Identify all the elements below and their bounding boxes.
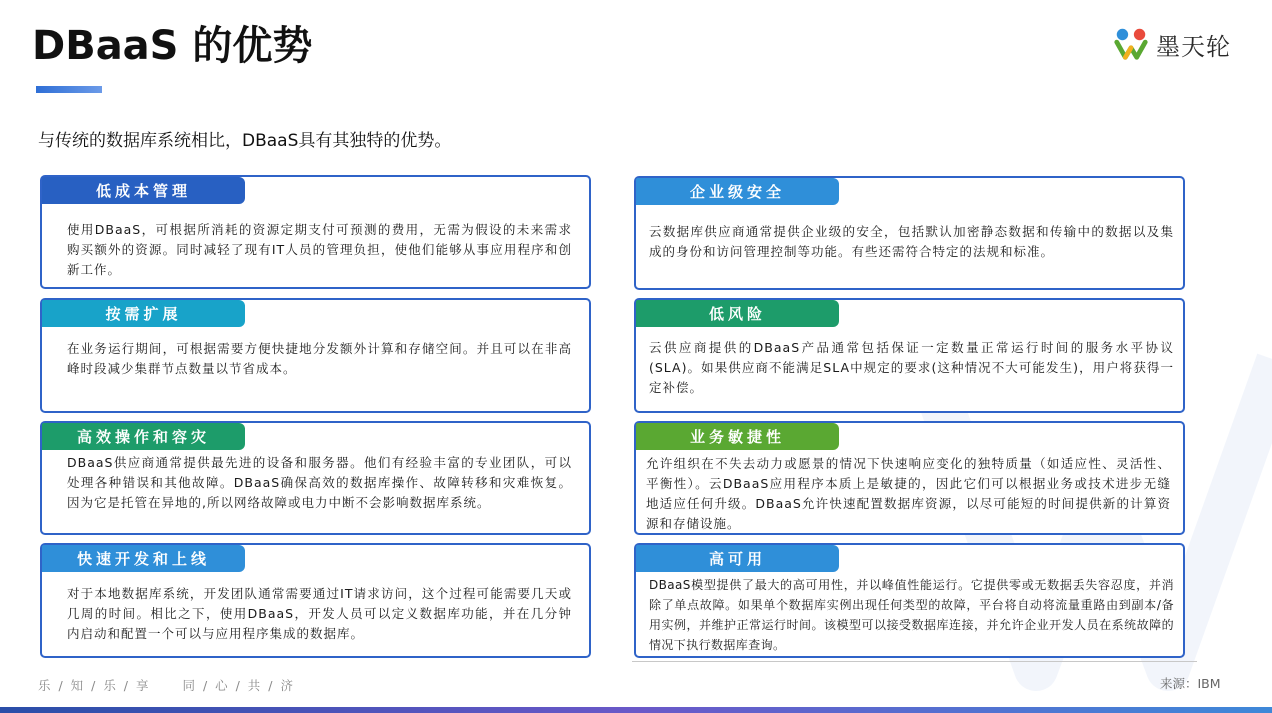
card-title: 高效操作和容灾 — [42, 423, 245, 450]
card-title: 按需扩展 — [42, 300, 245, 327]
card-title: 快速开发和上线 — [42, 545, 245, 572]
card-text: 使用DBaaS，可根据所消耗的资源定期支付可预测的费用，无需为假设的未来需求购买额外的资源。同时减轻了现有IT人员的管理负担，使他们能够从事应用程序和创新工作。 — [67, 222, 572, 277]
footer-slogan-2: 同 / 心 / 共 / 济 — [182, 678, 295, 693]
card-text: 云供应商提供的DBaaS产品通常包括保证一定数量正常运行时间的服务水平协议(SLA)。如果供应商不能满足SLA中规定的要求(这种情况不大可能发生)，用户将获得一定补偿。 — [649, 340, 1174, 395]
card-text: DBaaS供应商通常提供最先进的设备和服务器。他们有经验丰富的专业团队，可以处理各种错误和其他故障。DBaaS确保高效的数据库操作、故障转移和灾难恢复。因为它是托管在异地的,所以网络故障或电力中断不会影响数据库系统。 — [67, 455, 572, 510]
card-business-agility — [634, 421, 1185, 535]
card-rapid-development — [40, 543, 591, 658]
logo-text: 墨天轮 — [1156, 32, 1231, 61]
card-text: 云数据库供应商通常提供企业级的安全，包括默认加密静态数据和传输中的数据以及集成的身份和访问管理控制等功能。有些还需符合特定的法规和标准。 — [649, 224, 1174, 259]
card-title: 低成本管理 — [42, 177, 245, 204]
card-on-demand-scaling — [40, 298, 591, 413]
card-text: 允许组织在不失去动力或愿景的情况下快速响应变化的独特质量（如适应性、灵活性、平衡性）。云DBaaS应用程序本质上是敏捷的，因此它们可以根据业务或技术进步无缝地适应任何升级。DBaaS允许快速配置数据库资源，以尽可能短的时间提供新的计算资源和存储设施。 — [646, 456, 1171, 531]
card-low-cost-management — [40, 175, 591, 289]
card-enterprise-security — [634, 176, 1185, 290]
card-title: 高可用 — [636, 545, 839, 572]
page-title: DBaaS 的优势 — [32, 23, 313, 69]
card-low-risk — [634, 298, 1185, 413]
footer-slogan-1: 乐 / 知 / 乐 / 享 — [38, 678, 151, 693]
card-high-availability — [634, 543, 1185, 658]
footer-divider — [632, 661, 1197, 662]
brand-logo — [1112, 24, 1231, 64]
card-title: 业务敏捷性 — [636, 423, 839, 450]
title-underline — [36, 86, 102, 93]
bottom-stripe — [0, 707, 1272, 713]
footer-slogan — [38, 676, 321, 694]
modb-logo-icon — [1112, 25, 1150, 63]
card-text: DBaaS模型提供了最大的高可用性，并以峰值性能运行。它提供零或无数据丢失容忍度，并消除了单点故障。如果单个数据库实例出现任何类型的故障，平台将自动将流量重路由到副本/备用实例，并维护正常运行时间。该模型可以接受数据库连接，并允许企业开发人员在系统故障的情况下执行数据库查询。 — [649, 578, 1174, 652]
card-title: 低风险 — [636, 300, 839, 327]
card-text: 在业务运行期间，可根据需要方便快捷地分发额外计算和存储空间。并且可以在非高峰时段减少集群节点数量以节省成本。 — [67, 341, 572, 376]
source-note: 来源：IBM — [1160, 676, 1221, 691]
card-title: 企业级安全 — [636, 178, 839, 205]
card-text: 对于本地数据库系统，开发团队通常需要通过IT请求访问，这个过程可能需要几天或几周的时间。相比之下，使用DBaaS，开发人员可以定义数据库功能，并在几分钟内启动和配置一个可以与应用程序集成的数据库。 — [67, 586, 572, 641]
card-efficient-ops-dr — [40, 421, 591, 535]
intro-text: 与传统的数据库系统相比，DBaaS具有其独特的优势。 — [38, 131, 452, 151]
